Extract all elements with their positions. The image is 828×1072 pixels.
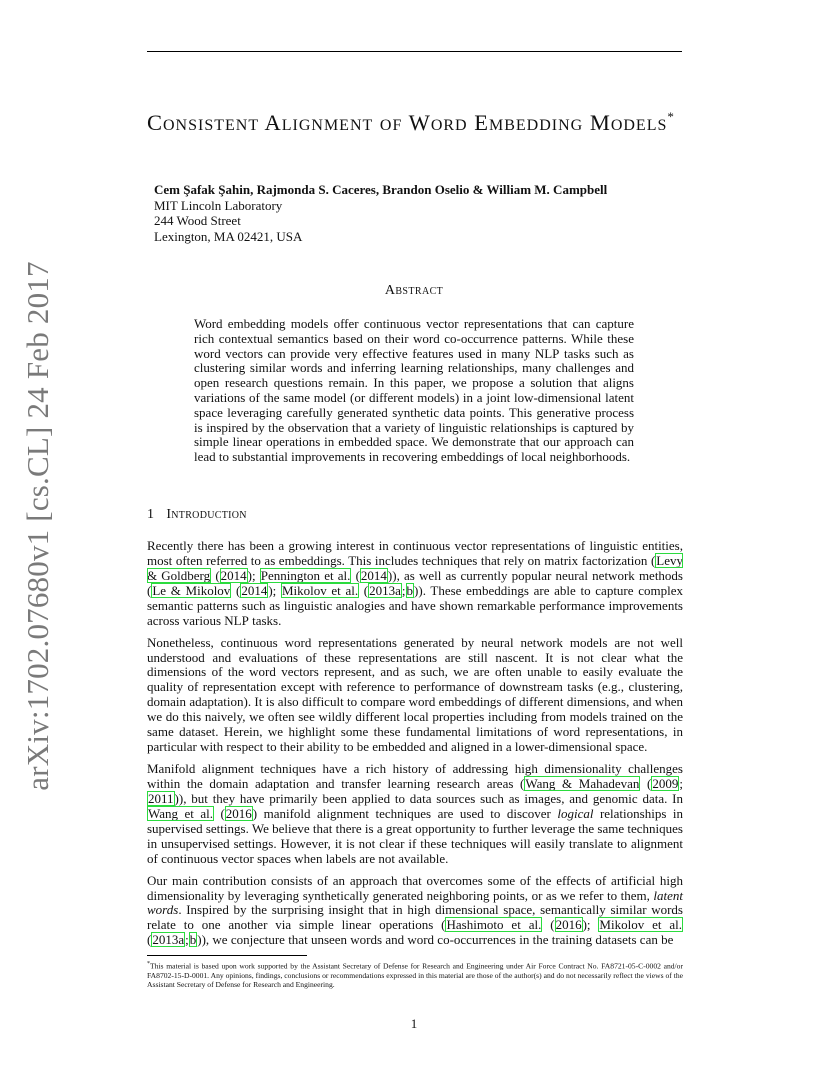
footnote-rule bbox=[147, 955, 307, 956]
author-block bbox=[154, 182, 694, 244]
section-number: 1 bbox=[147, 507, 155, 522]
citation-link[interactable]: 2014 bbox=[220, 567, 247, 583]
intro-paragraph-4: Our main contribution consists of an approach that overcomes some of the effects of artificial high dimensionality by leveraging synthetically generated neighboring points, or as we refer to them, latent words. Inspired by the surprising insight that in high dimensional space, semantically similar words relate to one another via simple linear operations (Hashimoto et al. (2016); Mikolov et al. (2013a;b)), we conjecture that unseen words and word co-occurrences in the training datasets can be bbox=[147, 872, 683, 948]
footnote bbox=[147, 960, 683, 989]
citation-link[interactable]: 2014 bbox=[360, 567, 387, 583]
section-title: Introduction bbox=[166, 507, 247, 522]
citation-link[interactable]: Wang et al. bbox=[148, 805, 213, 821]
page-number: 1 bbox=[410, 1016, 418, 1031]
author-names: Cem Şafak Şahin, Rajmonda S. Caceres, Brandon Oselio & William M. Campbell bbox=[154, 182, 608, 197]
citation-link[interactable]: 2013a bbox=[152, 932, 185, 948]
citation-link[interactable]: Wang & Mahadevan bbox=[525, 775, 640, 791]
citation-link[interactable]: 2009 bbox=[652, 775, 679, 791]
citation-link[interactable]: Mikolov et al. bbox=[599, 917, 682, 933]
citation-link[interactable]: 2013a bbox=[369, 582, 401, 598]
intro-paragraph-1: Recently there has been a growing interest in continuous vector representations of linguistic entities, most often referred to as embeddings. This includes techniques that rely on matrix factorization (Levy & Goldberg (2014); Pennington et al. (2014)), as well as currently popular neural network methods (Le & Mikolov (2014); Mikolov et al. (2013a;b)). These embeddings are able to capture complex semantic patterns such as linguistic analogies and have shown remarkable performance improvements across various NLP tasks. bbox=[147, 538, 683, 628]
abstract-text bbox=[194, 317, 634, 465]
title-footnote-marker: * bbox=[667, 109, 675, 124]
intro-paragraph-3: Manifold alignment techniques have a rich history of addressing high dimensionality challenges within the domain adaptation and transfer learning research areas (Wang & Mahadevan (2009; 2011)), but they have primarily been applied to data sources such as images, and genomic data. In Wang et al. (2016) manifold alignment techniques are used to discover logical relationships in supervised settings. We believe that there is a great opportunity to further leverage the same techniques in unsupervised settings. However, it is not clear if these techniques will easily translate to alignment of continuous vector spaces when labels are not available. bbox=[147, 761, 683, 866]
citation-link[interactable]: b bbox=[406, 582, 414, 598]
arxiv-stamp: arXiv:1702.07680v1 [cs.CL] 24 Feb 2017 bbox=[20, 261, 55, 791]
footnote-marker: * bbox=[147, 961, 150, 967]
citation-link[interactable]: 2011 bbox=[148, 790, 174, 806]
author-affiliation: MIT Lincoln Laboratory bbox=[154, 197, 283, 213]
abstract-part: tasks such as clustering similar words and inferring learning relationships, many challenges and open research questions remain. In this paper, we propose a solution that aligns variations of the same model (or different models) in a joint low-dimensional latent space leveraging carefully generated synthetic data points. This generative process is inspired by the observation that a variety of linguistic relationships is captured by simple linear operations in embedded space. We demonstrate that our approach can lead to substantial improvements in recovering embeddings of local neighborhoods. bbox=[194, 345, 634, 465]
intro-body bbox=[147, 539, 683, 955]
author-city: Lexington, MA 02421, USA bbox=[154, 228, 303, 244]
citation-link[interactable]: Pennington et al. bbox=[260, 567, 351, 583]
citation-link[interactable]: 2014 bbox=[241, 582, 268, 598]
citation-link[interactable]: Mikolov et al. bbox=[281, 582, 359, 598]
abstract-part: Word embedding models offer continuous vector representations that can capture rich contextual semantics based on their word co-occurrence patterns. While these word vectors can provide very effective features used in many bbox=[194, 316, 634, 361]
citation-link[interactable]: 2016 bbox=[555, 917, 582, 933]
footnote-text: This material is based upon work supported by the Assistant Secretary of Defense for Research and Engineering under Air Force Contract No. FA8721-05-C-0002 and/or FA8702-15-D-0001. Any opinions, findings, conclusions or recommendations expressed in this material are those of the author(s) and do not necessarily reflect the views of the Assistant Secretary of Defense for Research and Engineering. bbox=[147, 961, 683, 990]
citation-link[interactable]: b bbox=[189, 932, 197, 948]
title-text: Consistent Alignment of Word Embedding Models bbox=[147, 110, 668, 135]
citation-link[interactable]: Le & Mikolov bbox=[152, 582, 231, 598]
section-heading bbox=[147, 507, 247, 523]
abstract-nlp: NLP bbox=[534, 345, 560, 361]
citation-link[interactable]: Hashimoto et al. bbox=[446, 917, 542, 933]
citation-link[interactable]: 2016 bbox=[225, 805, 252, 821]
paper-title bbox=[147, 103, 687, 137]
abstract-heading: Abstract bbox=[384, 283, 444, 298]
citation-link[interactable]: Levy & Goldberg bbox=[147, 552, 683, 583]
intro-paragraph-2: Nonetheless, continuous word representations generated by neural network models are not well understood and evaluations of these representations are still nascent. It is not clear what the dimensions of the word vectors represent, and as such, we are often unable to easily evaluate the quality of representation except with reference to performance of downstream tasks (e.g., clustering, domain adaptation). It is also difficult to compare word embeddings of different dimensions, and when we do this naively, we often see wildly different local properties including from models trained on the same dataset. Herein, we highlight some these fundamental limitations of word representations, in particular with respect to their ability to be embedded and aligned in a lower-dimensional space. bbox=[147, 634, 683, 754]
author-street: 244 Wood Street bbox=[154, 213, 241, 228]
top-rule bbox=[147, 51, 682, 52]
